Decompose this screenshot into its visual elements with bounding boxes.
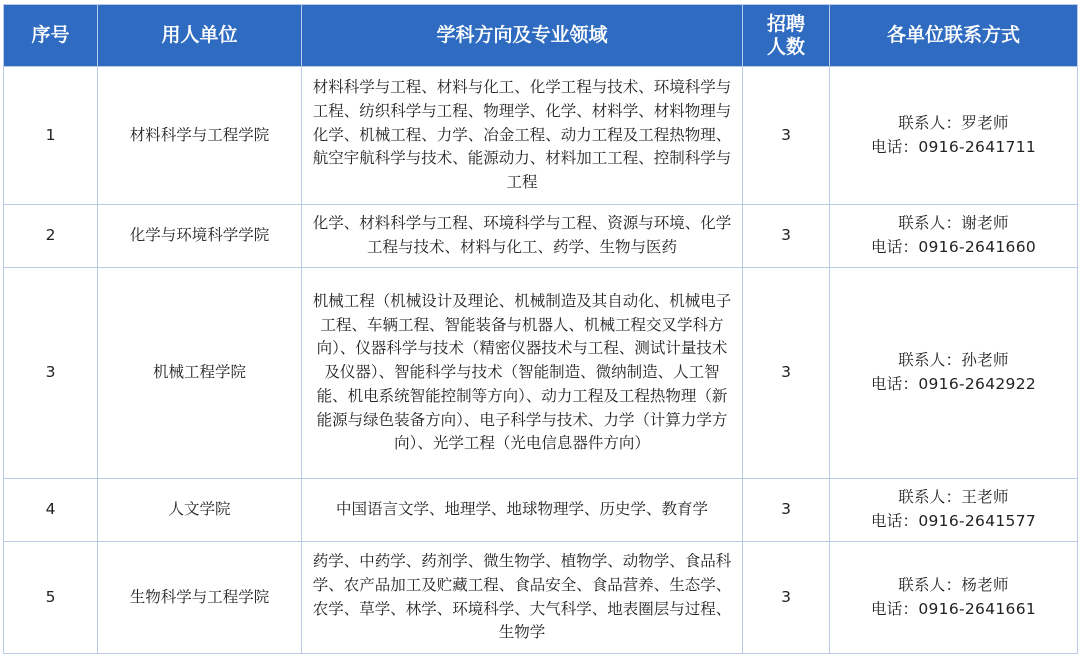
cell-unit: 机械工程学院 bbox=[98, 268, 302, 479]
table-header bbox=[4, 5, 1078, 67]
contact-person: 联系人：罗老师 bbox=[898, 113, 1009, 132]
contact-person: 联系人：杨老师 bbox=[898, 575, 1009, 594]
table-row bbox=[4, 268, 1078, 479]
cell-count: 3 bbox=[743, 205, 830, 268]
cell-count: 3 bbox=[743, 542, 830, 654]
header-unit: 用人单位 bbox=[98, 5, 302, 67]
header-count bbox=[743, 5, 830, 67]
cell-subject: 材料科学与工程、材料与化工、化学工程与技术、环境科学与工程、纺织科学与工程、物理学、化学、材料学、材料物理与化学、机械工程、力学、冶金工程、动力工程及工程热物理、航空宇航科学与技术、能源动力、材料加工工程、控制科学与工程 bbox=[302, 67, 743, 205]
cell-index: 2 bbox=[4, 205, 98, 268]
contact-phone: 电话：0916-2641661 bbox=[870, 599, 1037, 618]
cell-count: 3 bbox=[743, 268, 830, 479]
contact-phone: 电话：0916-2641577 bbox=[870, 512, 1037, 530]
cell-count: 3 bbox=[743, 479, 830, 542]
header-count-line2: 人数 bbox=[766, 35, 805, 58]
cell-unit: 生物科学与工程学院 bbox=[98, 542, 302, 654]
contact-phone: 电话：0916-2641660 bbox=[870, 238, 1037, 256]
table-row bbox=[4, 542, 1078, 654]
cell-unit: 化学与环境科学学院 bbox=[98, 205, 302, 268]
cell-subject: 药学、中药学、药剂学、微生物学、植物学、动物学、食品科学、农产品加工及贮藏工程、食品安全、食品营养、生态学、农学、草学、林学、环境科学、大气科学、地表圈层与过程、生物学 bbox=[302, 542, 743, 654]
contact-person: 联系人：谢老师 bbox=[898, 214, 1009, 233]
table-row bbox=[4, 205, 1078, 268]
cell-contact bbox=[830, 67, 1078, 205]
cell-index: 3 bbox=[4, 268, 98, 479]
cell-subject: 化学、材料科学与工程、环境科学与工程、资源与环境、化学工程与技术、材料与化工、药学、生物与医药 bbox=[302, 205, 743, 268]
table-row bbox=[4, 67, 1078, 205]
cell-index: 4 bbox=[4, 479, 98, 542]
header-subject: 学科方向及专业领域 bbox=[302, 5, 743, 67]
cell-contact bbox=[830, 479, 1078, 542]
cell-contact bbox=[830, 268, 1078, 479]
cell-contact bbox=[830, 542, 1078, 654]
cell-unit: 材料科学与工程学院 bbox=[98, 67, 302, 205]
cell-index: 5 bbox=[4, 542, 98, 654]
contact-person: 联系人：王老师 bbox=[898, 488, 1009, 507]
cell-index: 1 bbox=[4, 67, 98, 205]
cell-subject: 机械工程（机械设计及理论、机械制造及其自动化、机械电子工程、车辆工程、智能装备与机器人、机械工程交叉学科方向）、仪器科学与技术（精密仪器技术与工程、测试计量技术及仪器）、智能科学与技术（智能制造、微纳制造、人工智能、机电系统智能控制等方向）、动力工程及工程热物理（新能源与绿色装备方向）、电子科学与技术、力学（计算力学方向）、光学工程（光电信息器件方向） bbox=[302, 268, 743, 479]
cell-count: 3 bbox=[743, 67, 830, 205]
contact-phone: 电话：0916-2642922 bbox=[870, 375, 1037, 393]
header-count-line1: 招聘 bbox=[766, 12, 805, 35]
contact-phone: 电话：0916-2641711 bbox=[870, 137, 1037, 156]
cell-subject: 中国语言文学、地理学、地球物理学、历史学、教育学 bbox=[302, 479, 743, 542]
contact-person: 联系人：孙老师 bbox=[898, 351, 1009, 370]
header-index: 序号 bbox=[4, 5, 98, 67]
recruitment-table bbox=[3, 4, 1078, 654]
header-row bbox=[4, 5, 1078, 67]
cell-unit: 人文学院 bbox=[98, 479, 302, 542]
table-body bbox=[4, 67, 1078, 654]
table-row bbox=[4, 479, 1078, 542]
cell-contact bbox=[830, 205, 1078, 268]
header-contact: 各单位联系方式 bbox=[830, 5, 1078, 67]
